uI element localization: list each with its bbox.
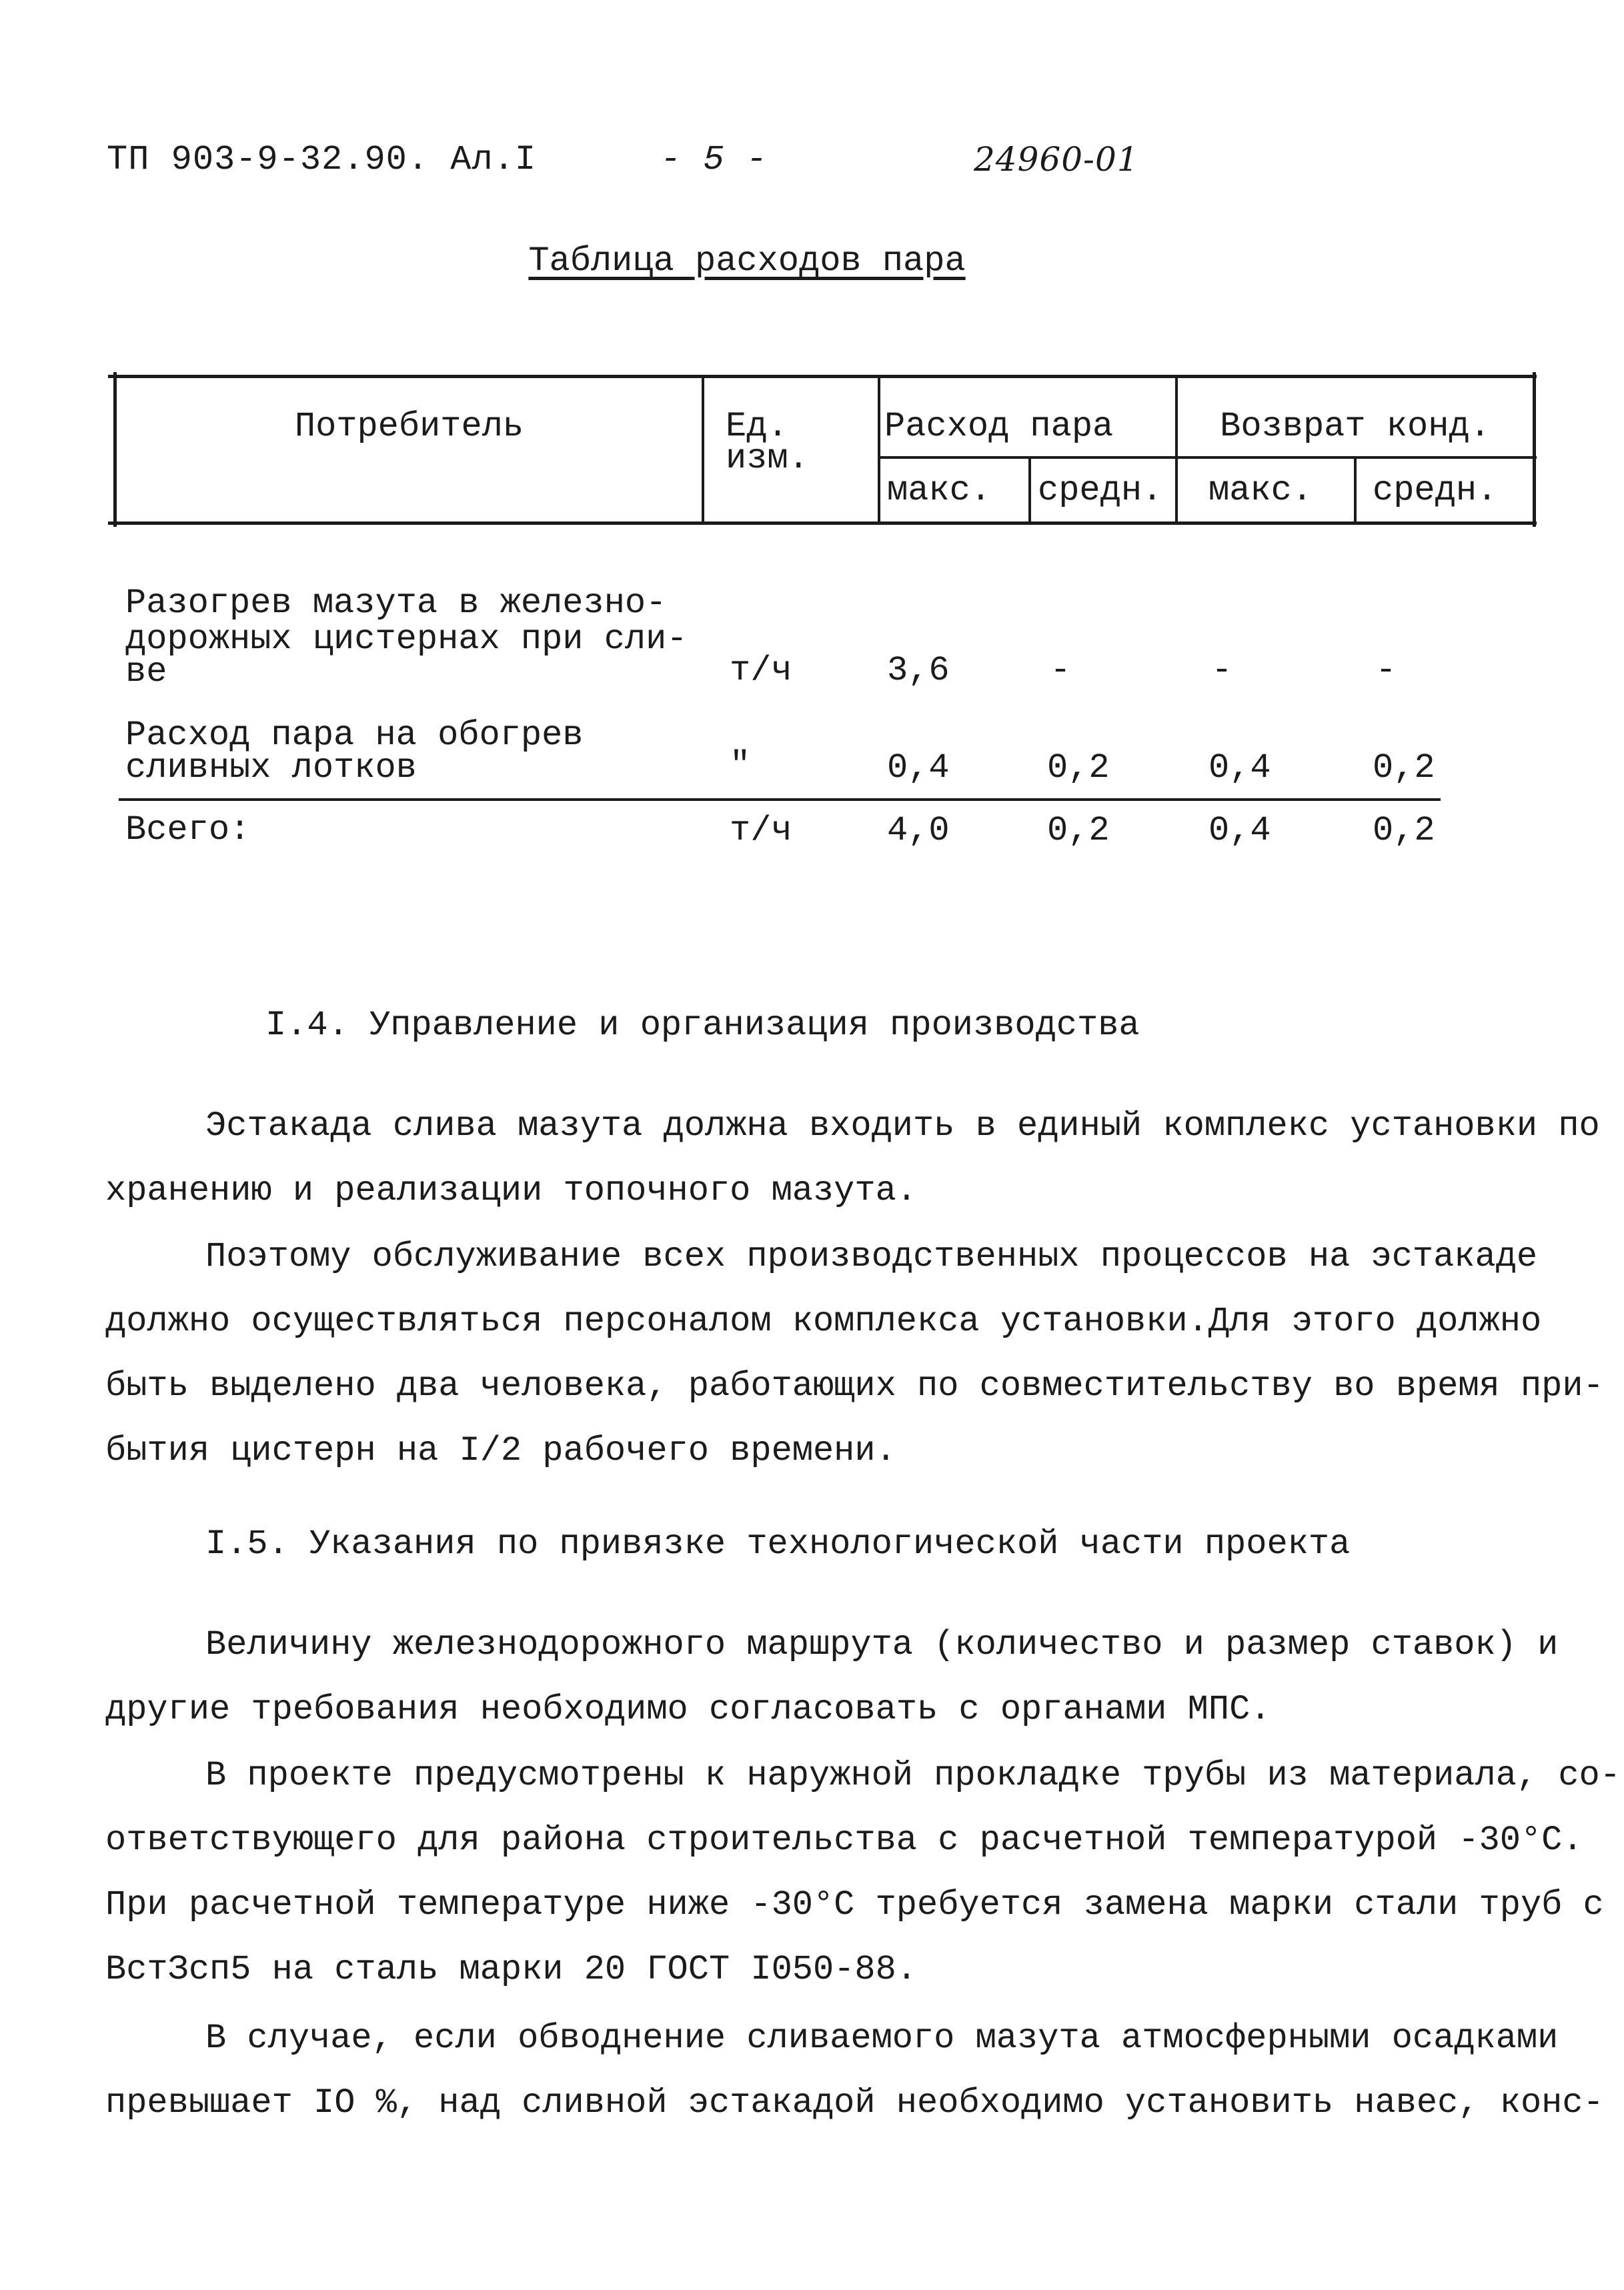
row2-label-line2: сливных лотков <box>125 748 417 788</box>
total-steam-avg: 0,2 <box>1047 811 1110 850</box>
header-consumer: Потребитель <box>294 407 524 446</box>
table-header-rule <box>108 521 1537 525</box>
total-cond-avg: 0,2 <box>1373 811 1435 850</box>
section-1-5-paragraph-3 <box>105 2006 1604 2135</box>
total-rule <box>119 798 1441 801</box>
row2-steam-avg: 0,2 <box>1047 748 1110 788</box>
row1-cond-avg: - <box>1375 651 1397 690</box>
row2-unit: " <box>730 746 751 785</box>
subheader-rule <box>878 456 1537 459</box>
total-steam-max: 4,0 <box>887 811 950 850</box>
text-line: ВстЗсп5 на сталь марки 20 ГОСТ I050-88. <box>105 1950 917 1989</box>
text-line: При расчетной температуре ниже -30°С требуется замена марки стали труб с <box>105 1885 1604 1925</box>
section-1-4-paragraph-2 <box>105 1224 1604 1483</box>
text-line: превышает IO %, над сливной эстакадой необходимо установить навес, конс- <box>105 2083 1604 2123</box>
text-line: Величину железнодорожного маршрута (количество и размер ставок) и <box>205 1625 1559 1664</box>
text-line: Поэтому обслуживание всех производственных процессов на эстакаде <box>205 1237 1538 1276</box>
section-1-5-heading: I.5. Указания по привязке технологической части проекта <box>205 1524 1351 1564</box>
cond-sub-divider <box>1354 457 1357 523</box>
text-line: В случае, если обводнение сливаемого мазута атмосферными осадками <box>205 2019 1559 2058</box>
header-cond-avg: средн. <box>1373 471 1498 510</box>
header-steam-max: макс. <box>887 471 992 510</box>
text-line: должно осуществляться персоналом комплекса установки.Для этого должно <box>105 1302 1542 1341</box>
total-cond-max: 0,4 <box>1208 811 1271 850</box>
row1-unit: т/ч <box>730 651 792 690</box>
header-condensate: Возврат конд. <box>1220 407 1491 446</box>
row1-label-line2: дорожных цистернах при сли- <box>125 620 688 659</box>
row1-label-line1: Разогрев мазута в железно- <box>125 584 667 623</box>
text-line: бытия цистерн на I/2 рабочего времени. <box>105 1431 896 1470</box>
text-line: быть выделено два человека, работающих по совместительству во время при- <box>105 1366 1604 1406</box>
table-top-rule <box>108 375 1537 378</box>
header-cond-max: макс. <box>1208 471 1313 510</box>
section-1-5-paragraph-1 <box>105 1612 1559 1742</box>
total-unit: т/ч <box>730 811 792 850</box>
table-right-border <box>1533 372 1536 527</box>
text-line: ответствующего для района строительства с расчетной температурой -30°С. <box>105 1821 1583 1860</box>
row1-steam-avg: - <box>1050 651 1071 690</box>
row2-label-line1: Расход пара на обогрев <box>125 716 584 755</box>
table-left-border <box>113 372 117 527</box>
section-1-5-paragraph-2 <box>105 1743 1621 2002</box>
section-1-4-paragraph-1 <box>105 1094 1600 1223</box>
text-line: Эстакада слива мазута должна входить в единый комплекс установки по <box>205 1106 1600 1146</box>
row1-label-line3: ве <box>125 652 167 692</box>
text-line: хранению и реализации топочного мазута. <box>105 1171 917 1210</box>
row2-steam-max: 0,4 <box>887 748 950 788</box>
row2-cond-max: 0,4 <box>1208 748 1271 788</box>
table-cond-divider <box>1175 377 1178 523</box>
registration-number: 24960-01 <box>974 140 1139 179</box>
page-number: - 5 - <box>660 140 768 179</box>
row1-cond-max: - <box>1211 651 1233 690</box>
document-code: ТП 903-9-32.90. Ал.I <box>107 140 537 179</box>
header-steam: Расход пара <box>884 407 1114 446</box>
steam-sub-divider <box>1028 457 1031 523</box>
row2-cond-avg: 0,2 <box>1373 748 1435 788</box>
total-label: Всего: <box>125 810 251 850</box>
text-line: В проекте предусмотрены к наружной прокладке трубы из материала, со- <box>205 1756 1621 1795</box>
table-title: Таблица расходов пара <box>528 241 966 281</box>
text-line: другие требования необходимо согласовать с органами МПС. <box>105 1690 1271 1729</box>
section-1-4-heading: I.4. Управление и организация производства <box>265 1006 1140 1045</box>
header-unit-line1: Ед. <box>726 407 788 446</box>
header-steam-avg: средн. <box>1038 471 1163 510</box>
table-steam-divider <box>878 377 880 523</box>
header-unit-line2: изм. <box>726 439 809 478</box>
table-unit-divider <box>702 377 704 523</box>
row1-steam-max: 3,6 <box>887 651 950 690</box>
